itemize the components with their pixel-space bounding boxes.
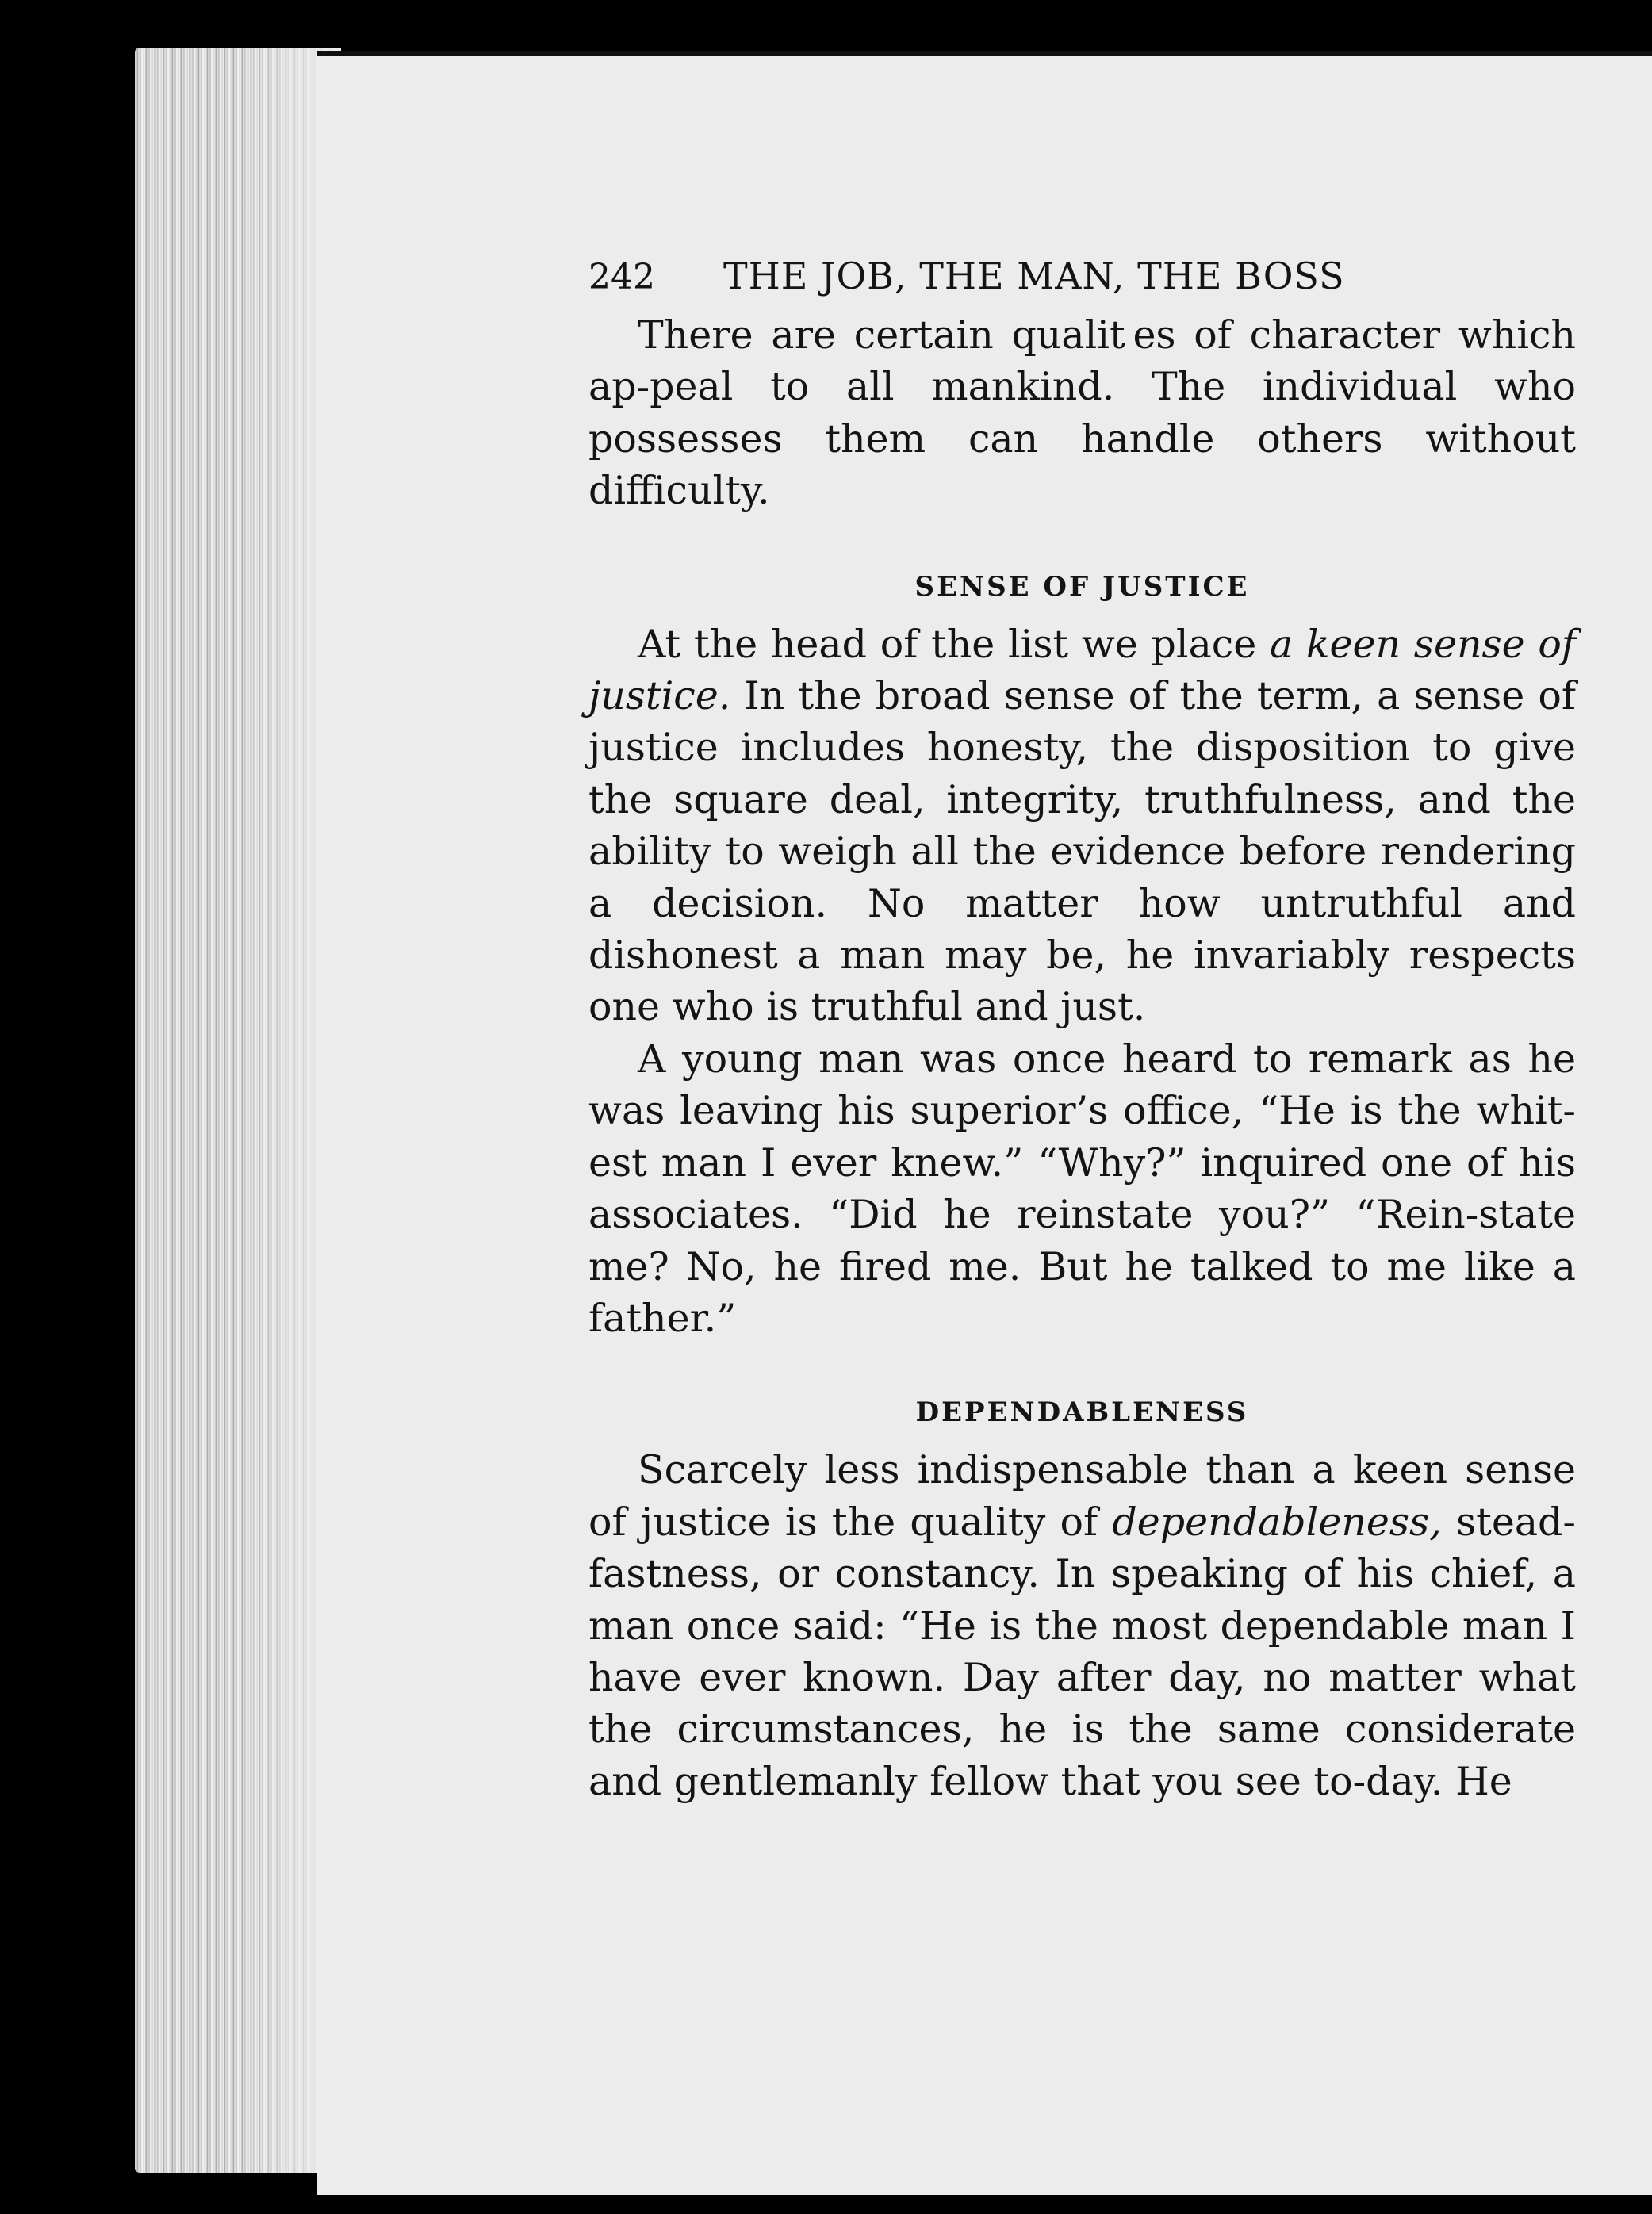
running-header xyxy=(588,252,1576,309)
running-head-title: THE JOB, THE MAN, THE BOSS xyxy=(723,255,1345,297)
top-page-border xyxy=(317,51,1652,56)
justice-p1-emphasis: a keen sense of justice. xyxy=(588,621,1576,719)
page-gutter-shadow xyxy=(238,48,341,2173)
dependableness-p1-end: stead-fastness, or constancy. In speaking of his chief, a man once said: “He is the most dependable man I have ever known. Day after day, no matter what the circumstances, he is the same considerate and gentlemanly fellow that you see to-day. He xyxy=(588,1499,1576,1804)
intro-paragraph: There are certain qualit es of character which ap-peal to all mankind. The individual who possesses them can handle others without difficulty. xyxy=(588,312,1576,514)
dependableness-p1-emphasis: dependableness, xyxy=(1112,1499,1442,1545)
dependableness-paragraph-1 xyxy=(588,1444,1576,1807)
justice-p1-end: In the broad sense of the term, a sense of justice includes honesty, the disposition to give the square deal, integrity, truthfulness, and the ability to weigh all the evidence before rendering a decision. No matter how untruthful and dishonest a man may be, he invariably respects one who is truthful and just. xyxy=(588,673,1576,1030)
page-text-block xyxy=(588,252,1576,1807)
section-heading-dependableness: DEPENDABLENESS xyxy=(915,1396,1249,1429)
justice-paragraph-1 xyxy=(588,619,1576,1033)
page-number: 242 xyxy=(588,257,655,297)
dependableness-p1-start: Scarcely less indispensable than a keen sense of justice is the quality of xyxy=(588,1447,1576,1545)
justice-paragraph-2: A young man was once heard to remark as he was leaving his superior’s office, “He is the whit-est man I ever knew.” “Why?” inquired one of his associates. “Did he reinstate you?” “Rein-state me? No, he fired me. But he talked to me like a father.” xyxy=(588,1036,1576,1341)
section-heading-sense-of-justice: SENSE OF JUSTICE xyxy=(914,570,1250,603)
justice-p1-start: At the head of the list we place xyxy=(638,621,1270,667)
